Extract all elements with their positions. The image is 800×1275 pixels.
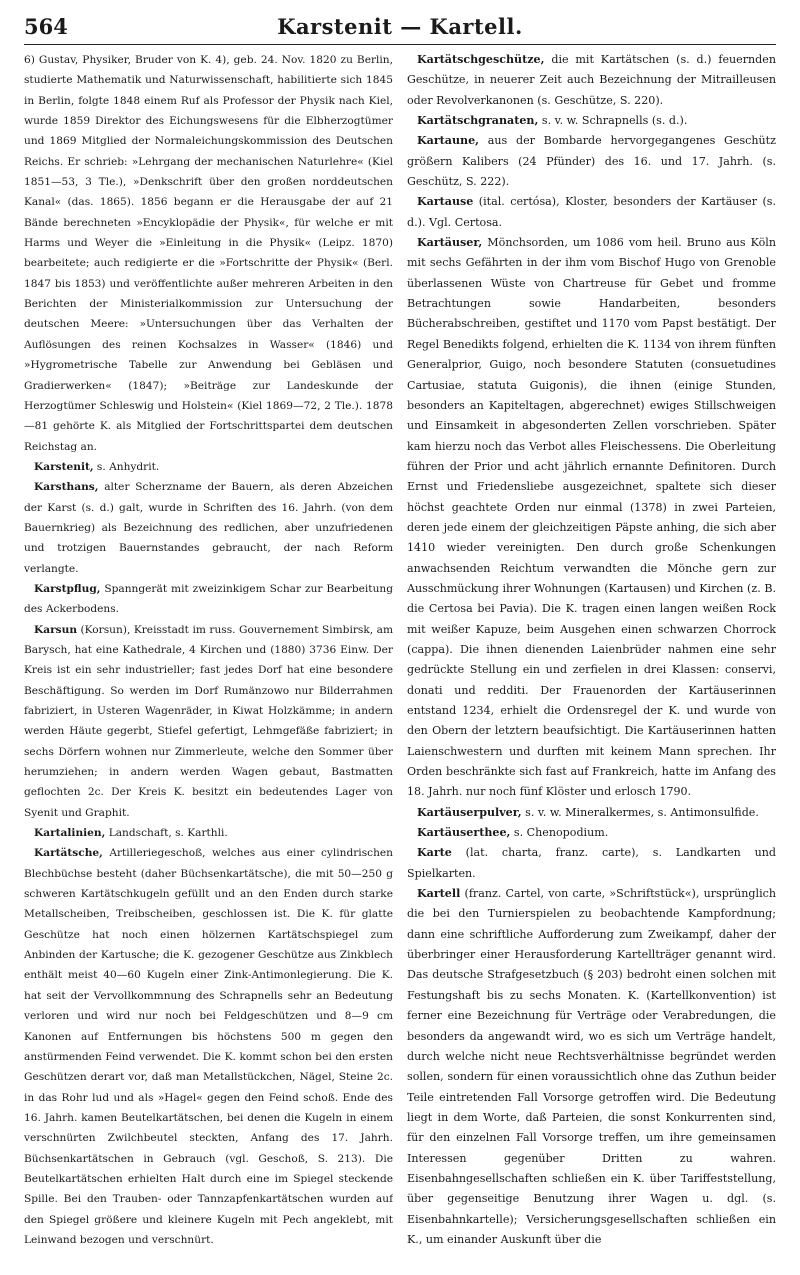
dictionary-entry (24, 457, 393, 477)
page-header (24, 10, 776, 45)
right-column (407, 50, 776, 1269)
running-head: Karstenit — Kartell. (277, 14, 523, 39)
dictionary-entry (407, 843, 776, 884)
dictionary-entry (24, 477, 393, 579)
entry-body: (Korsun), Kreisstadt im russ. Gouvernement Simbirsk, am Barysch, hat eine Kathedrale, 4 Kirchen und (1880) 3736 Einw. Der Kreis ist ein sehr industrieller; fast jedes Dorf hat eine besondere Beschäftigung. So werden im Dorf Rumänzowo nur Bilderrahmen fabriziert, in Usteren Wagenräder, in Kiwat Holzkämme; in andern werden Häute gegerbt, Stiefel gefertigt, Lehmgefäße fabriziert; in sechs Dörfern wohnen nur Zimmerleute, welche den Sommer über herumziehen; in andern werden Wagen gebaut, Bastmatten geflochten 2c. Der Kreis K. besitzt ein bedeutendes Lager von Syenit und Graphit. (24, 623, 393, 819)
entry-headword: Kartätschgranaten, (417, 114, 539, 128)
entry-body: (lat. charta, franz. carte), s. Landkarten und Spielkarten. (407, 846, 776, 880)
dictionary-entry (24, 579, 393, 620)
dictionary-entry (24, 50, 393, 457)
entry-body: (ital. certósa), Kloster, besonders der Kartäuser (s. d.). Vgl. Certosa. (407, 195, 776, 229)
left-column (24, 50, 393, 1269)
dictionary-entry (24, 620, 393, 823)
entry-headword: Kartätschgeschütze, (417, 53, 545, 66)
dictionary-entry (407, 803, 776, 823)
entry-body: (franz. Cartel, von carte, »Schriftstück«), ursprünglich die bei den Turnierspielen zu beobachtende Kampfordnung; dann eine schriftliche Aufforderung zum Zweikampf, daher der überbringer einer Herausforderung Kartellträger genannt wird. Das deutsche Strafgesetzbuch (§ 203) bedroht einen solchen mit Festungshaft bis zu sechs Monaten. K. (Kartellkonvention) ist ferner eine Bezeichnung für Verträge oder Verabredungen, die besonders da angewandt wird, wo es sich um Verträge handelt, durch welche nicht neue Rechtsverhältnisse begründet werden sollen, sondern für einen voraussichtlich ohne das Zuthun beider Teile eintretenden Fall Vorsorge getroffen wird. Die Bedeutung liegt in dem Worte, daß Parteien, die sonst Konkurrenten sind, für den einzelnen Fall Vorsorge treffen, um ihre gemeinsamen Interessen gegenüber Dritten zu wahren. Eisenbahngesellschaften schließen ein K. über Tariffeststellung, über gegenseitige Benutzung ihrer Wagen u. dgl. (s. Eisenbahnkartelle); Versicherungsgesellschaften schließen ein K., um einander Auskunft über die (407, 887, 776, 1246)
entry-body: s. v. w. Schrapnells (s. d.). (538, 114, 688, 128)
entry-headword: Kartause (417, 195, 474, 209)
entry-headword: Karsthans, (34, 481, 99, 494)
entry-body: die mit Kartätschen (s. d.) feuernden Geschütze, in neuerer Zeit auch Bezeichnung der Mitrailleusen oder Revolverkanonen (s. Geschütze, S. 220). (407, 53, 776, 107)
entry-body: Mönchsorden, um 1086 vom heil. Bruno aus Köln mit sechs Gefährten in der ihm vom Bischof Hugo von Grenoble überlassenen Wüste von Chartreuse für Gebet und fromme Betrachtungen sowie Handarbeiten, besonders Bücherabschreiben, gestiftet und 1170 vom Papst bestätigt. Der Regel Benedikts folgend, erhielten die K. 1134 von ihrem fünften Generalprior, Guigo, noch besondere Statuten (consuetudines Cartusiae, statuta Guigonis), die ihnen (einige Stunden, besonders an Kapiteltagen, abgerechnet) ewiges Stillschweigen und Einsamkeit in abgesonderten Zellen vorschrieben. Später kam hierzu noch das Verbot alles Fleischessens. Die Oberleitung führen der Prior und acht jährlich ernannte Definitoren. Durch Ernst und Friedensliebe ausgezeichnet, spaltete sich dieser höchst geachtete Orden nur einmal (1378) in zwei Parteien, deren jede einem der gleichzeitigen Päpste anhing, die sich aber 1410 wieder vereinigten. Den durch große Schenkungen anwachsenden Reichtum verwandten die Mönche gern zur Ausschmückung ihrer Wohnungen (Kartausen) und Kirchen (z. B. die Certosa bei Pavia). Die K. tragen einen langen weißen Rock mit weißer Kapuze, beim Ausgehen einen schwarzen Chorrock (cappa). Die ihnen dienenden Laienbrüder nahmen eine sehr gedrückte Stellung ein und zerfielen in drei Klassen: conservi, donati und redditi. Der Frauenorden der Kartäuserinnen entstand 1234, erhielt die Ordensregel der K. und wurde von den Obern der letztern beaufsichtigt. Die Kartäuserinnen hatten Laienschwestern und durften mit keinem Mann sprechen. Ihr Orden beschränkte sich fast auf Frankreich, hatte im Anfang des 18. Jahrh. nur noch fünf Klöster und erlosch 1790. (407, 236, 776, 799)
entry-headword: Kartalinien, (34, 827, 106, 840)
page-number: 564 (24, 14, 68, 39)
entry-body: Artilleriegeschoß, welches aus einer cylindrischen Blechbüchse besteht (daher Büchsenkartätsche), die mit 50—250 g schweren Kartätschkugeln gefüllt und an den Enden durch starke Metallscheiben, Treibscheiben, geschlossen ist. Die K. für glatte Geschütze hat noch einen hölzernen Kartätschspiegel zum Anbinden der Kartusche; die K. gezogener Geschütze aus Zinkblech enthält meist 40—60 Kugeln einer Zink-Antimonlegierung. Die K. hat seit der Vervollkommnung des Schrapnells sehr an Bedeutung verloren und wird nur noch bei Feldgeschützen und 8—9 cm Kanonen auf Entfernungen bis höchstens 500 m gegen den anstürmenden Feind verwendet. Die K. kommt schon bei den ersten Geschützen derart vor, daß man Metallstückchen, Nägel, Steine 2c. in das Rohr lud und als »Hagel« gegen den Feind schoß. Ende des 16. Jahrh. kamen Beutelkartätschen, bei denen die Kugeln in einem verschnürten Zwilchbeutel steckten, Anfang des 17. Jahrh. Büchsenkartätschen in Gebrauch (vgl. Geschoß, S. 213). Die Beutelkartätschen erhielten Halt durch eine im Spiegel steckende Spille. Bei den Trauben- oder Tannzapfenkartätschen wurden auf den Spiegel größere und kleinere Kugeln mit Pech angeklebt, mit Leinwand bezogen und verschnürt. (24, 847, 393, 1246)
entry-headword: Kartell (417, 887, 461, 901)
entry-headword: Kartäuser, (417, 236, 483, 250)
entry-body: Spanngerät mit zweizinkigem Schar zur Bearbeitung des Ackerbodens. (24, 582, 393, 616)
dictionary-entry (407, 111, 776, 131)
entry-headword: Karte (417, 846, 452, 860)
dictionary-entry (407, 192, 776, 233)
entry-body: s. Anhydrit. (93, 460, 160, 473)
dictionary-entry (407, 131, 776, 192)
entry-body: alter Scherzname der Bauern, als deren Abzeichen der Karst (s. d.) galt, wurde in Schriften des 16. Jahrh. (von dem Bauernkrieg) als Bezeichnung des redlichen, aber unzufriedenen und trotzigen Bauernstandes gebraucht, der nach Reform verlangte. (24, 481, 393, 575)
entry-headword: Karsun (34, 623, 78, 636)
dictionary-entry (24, 823, 393, 843)
entry-body: aus der Bombarde hervorgegangenes Geschütz größern Kalibers (24 Pfünder) des 16. und 17. Jahrh. (s. Geschütz, S. 222). (407, 134, 776, 189)
entry-headword: Karstpflug, (34, 582, 101, 595)
entry-headword: Kartaune, (417, 134, 480, 148)
dictionary-entry (407, 884, 776, 1250)
dictionary-entry (407, 233, 776, 803)
dictionary-entry (24, 843, 393, 1250)
entry-body: 6) Gustav, Physiker, Bruder von K. 4), geb. 24. Nov. 1820 zu Berlin, studierte Mathematik und Naturwissenschaft, habilitierte sich 1845 in Berlin, folgte 1848 einem Ruf als Professor der Physik nach Kiel, wurde 1859 Direktor des Eichungswesens für die Elbherzogtümer und 1869 Mitglied der Normaleichungskommission des Deutschen Reichs. Er schrieb: »Lehrgang der mechanischen Naturlehre« (Kiel 1851—53, 3 Tle.), »Denkschrift über den großen norddeutschen Kanal« (das. 1865). 1856 begann er die Herausgabe der auf 21 Bände berechneten »Encyklopädie der Physik«, für welche er mit Harms und Weyer die »Einleitung in die Physik« (Leipz. 1870) bearbeitete; auch redigierte er die »Fortschritte der Physik« (Berl. 1847 bis 1853) und veröffentlichte außer mehreren Arbeiten in den Berichten der Ministerialkommission zur Untersuchung der deutschen Meere: »Untersuchungen über das Verhalten der Auflösungen des reinen Kochsalzes in Wasser« (1846) und »Hygrometrische Tabelle zur Anwendung bei Gebläsen und Gradierwerken« (1847); »Beiträge zur Landeskunde der Herzogtümer Schleswig und Holstein« (Kiel 1869—72, 2 Tle.). 1878—81 gehörte K. als Mitglied der Fortschrittspartei dem deutschen Reichstag an. (24, 54, 393, 453)
dictionary-entry (407, 50, 776, 111)
dictionary-entry (407, 823, 776, 843)
entry-headword: Kartäuserpulver, (417, 805, 522, 819)
entry-body: s. Chenopodium. (510, 826, 609, 840)
entry-body: s. v. w. Mineralkermes, s. Antimonsulfide. (521, 805, 759, 819)
entry-headword: Kartätsche, (34, 847, 103, 860)
entry-headword: Karstenit, (34, 460, 94, 473)
text-columns (24, 50, 776, 1269)
entry-body: Landschaft, s. Karthli. (105, 827, 228, 840)
entry-headword: Kartäuserthee, (417, 826, 511, 840)
